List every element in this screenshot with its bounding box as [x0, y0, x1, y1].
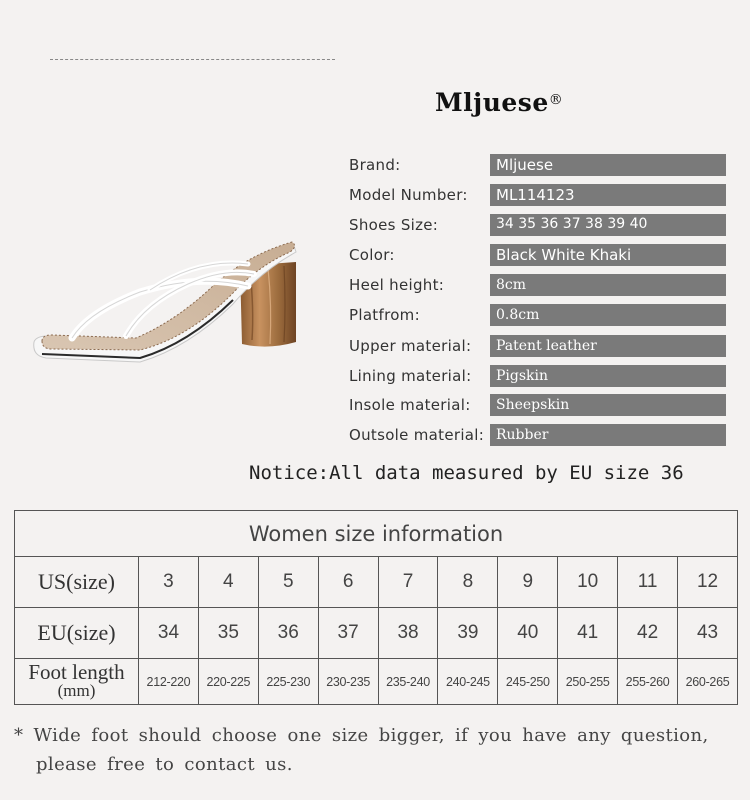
spec-brand: [349, 154, 727, 176]
notice-text: Notice:All data measured by EU size 36: [249, 462, 684, 484]
spec-value: Rubber: [496, 427, 549, 443]
table-cell: 12: [678, 557, 738, 608]
spec-label: Model Number:: [349, 186, 468, 204]
table-cell: 9: [498, 557, 558, 608]
table-cell: 245-250: [498, 659, 558, 705]
spec-value: Sheepskin: [496, 397, 570, 413]
spec-label: Brand:: [349, 156, 401, 174]
spec-value-box: [490, 274, 726, 296]
table-cell: 240-245: [438, 659, 498, 705]
spec-model-number: [349, 184, 727, 206]
spec-label: Shoes Size:: [349, 216, 439, 234]
table-cell: 212-220: [139, 659, 199, 705]
spec-value: 34 35 36 37 38 39 40: [496, 216, 648, 232]
eu-size-row: [15, 608, 738, 659]
spec-shoes-size: [349, 214, 727, 236]
spec-value-box: [490, 424, 726, 446]
spec-label: Upper material:: [349, 337, 472, 355]
foot-length-label: Foot length (mm): [15, 659, 139, 705]
table-cell: 42: [618, 608, 678, 659]
us-size-label: US(size): [15, 557, 139, 608]
foot-length-row: [15, 659, 738, 705]
table-cell: 10: [558, 557, 618, 608]
spec-value-box: [490, 244, 726, 266]
sandal-image: [28, 228, 308, 373]
table-cell: 250-255: [558, 659, 618, 705]
table-cell: 3: [139, 557, 199, 608]
table-cell: 36: [258, 608, 318, 659]
footnote-line-1: * Wide foot should choose one size bigger, if you have any question,: [14, 725, 709, 746]
spec-value: Patent leather: [496, 338, 597, 354]
table-cell: 37: [318, 608, 378, 659]
table-cell: 260-265: [678, 659, 738, 705]
spec-platform: [349, 304, 727, 326]
table-cell: 230-235: [318, 659, 378, 705]
spec-value: Black White Khaki: [496, 246, 632, 264]
spec-label: Insole material:: [349, 396, 471, 414]
table-cell: 41: [558, 608, 618, 659]
footnote: [14, 721, 744, 779]
table-cell: 40: [498, 608, 558, 659]
spec-value: 8cm: [496, 277, 527, 293]
spec-upper-material: [349, 335, 727, 357]
table-cell: 6: [318, 557, 378, 608]
table-cell: 39: [438, 608, 498, 659]
spec-value: Mljuese: [496, 156, 554, 174]
spec-label: Platfrom:: [349, 306, 420, 324]
table-cell: 7: [378, 557, 438, 608]
spec-value-box: [490, 394, 726, 416]
spec-label: Color:: [349, 246, 395, 264]
size-table-title: Women size information: [15, 511, 738, 557]
table-cell: 4: [198, 557, 258, 608]
spec-value: ML114123: [496, 186, 575, 204]
spec-outsole-material: [349, 424, 727, 446]
table-cell: 11: [618, 557, 678, 608]
spec-value: 0.8cm: [496, 307, 540, 323]
spec-label: Outsole material:: [349, 426, 485, 444]
table-cell: 5: [258, 557, 318, 608]
table-cell: 43: [678, 608, 738, 659]
spec-lining-material: [349, 365, 727, 387]
spec-insole-material: [349, 394, 727, 416]
table-cell: 8: [438, 557, 498, 608]
eu-size-label: EU(size): [15, 608, 139, 659]
us-size-row: [15, 557, 738, 608]
size-table: [14, 510, 738, 705]
spec-value-box: [490, 335, 726, 357]
table-cell: 38: [378, 608, 438, 659]
spec-value-box: [490, 304, 726, 326]
dashed-divider: [50, 59, 335, 60]
spec-value-box: [490, 154, 726, 176]
spec-value-box: [490, 214, 726, 236]
size-table-header-row: [15, 511, 738, 557]
spec-value: Pigskin: [496, 368, 549, 384]
table-cell: 235-240: [378, 659, 438, 705]
table-cell: 34: [139, 608, 199, 659]
table-cell: 225-230: [258, 659, 318, 705]
table-cell: 220-225: [198, 659, 258, 705]
spec-heel-height: [349, 274, 727, 296]
spec-label: Heel height:: [349, 276, 445, 294]
table-cell: 35: [198, 608, 258, 659]
spec-value-box: [490, 184, 726, 206]
brand-logo: Mljuese®: [435, 88, 564, 117]
spec-color: [349, 244, 727, 266]
table-cell: 255-260: [618, 659, 678, 705]
spec-label: Lining material:: [349, 367, 472, 385]
footnote-line-2: please free to contact us.: [36, 754, 293, 775]
spec-value-box: [490, 365, 726, 387]
